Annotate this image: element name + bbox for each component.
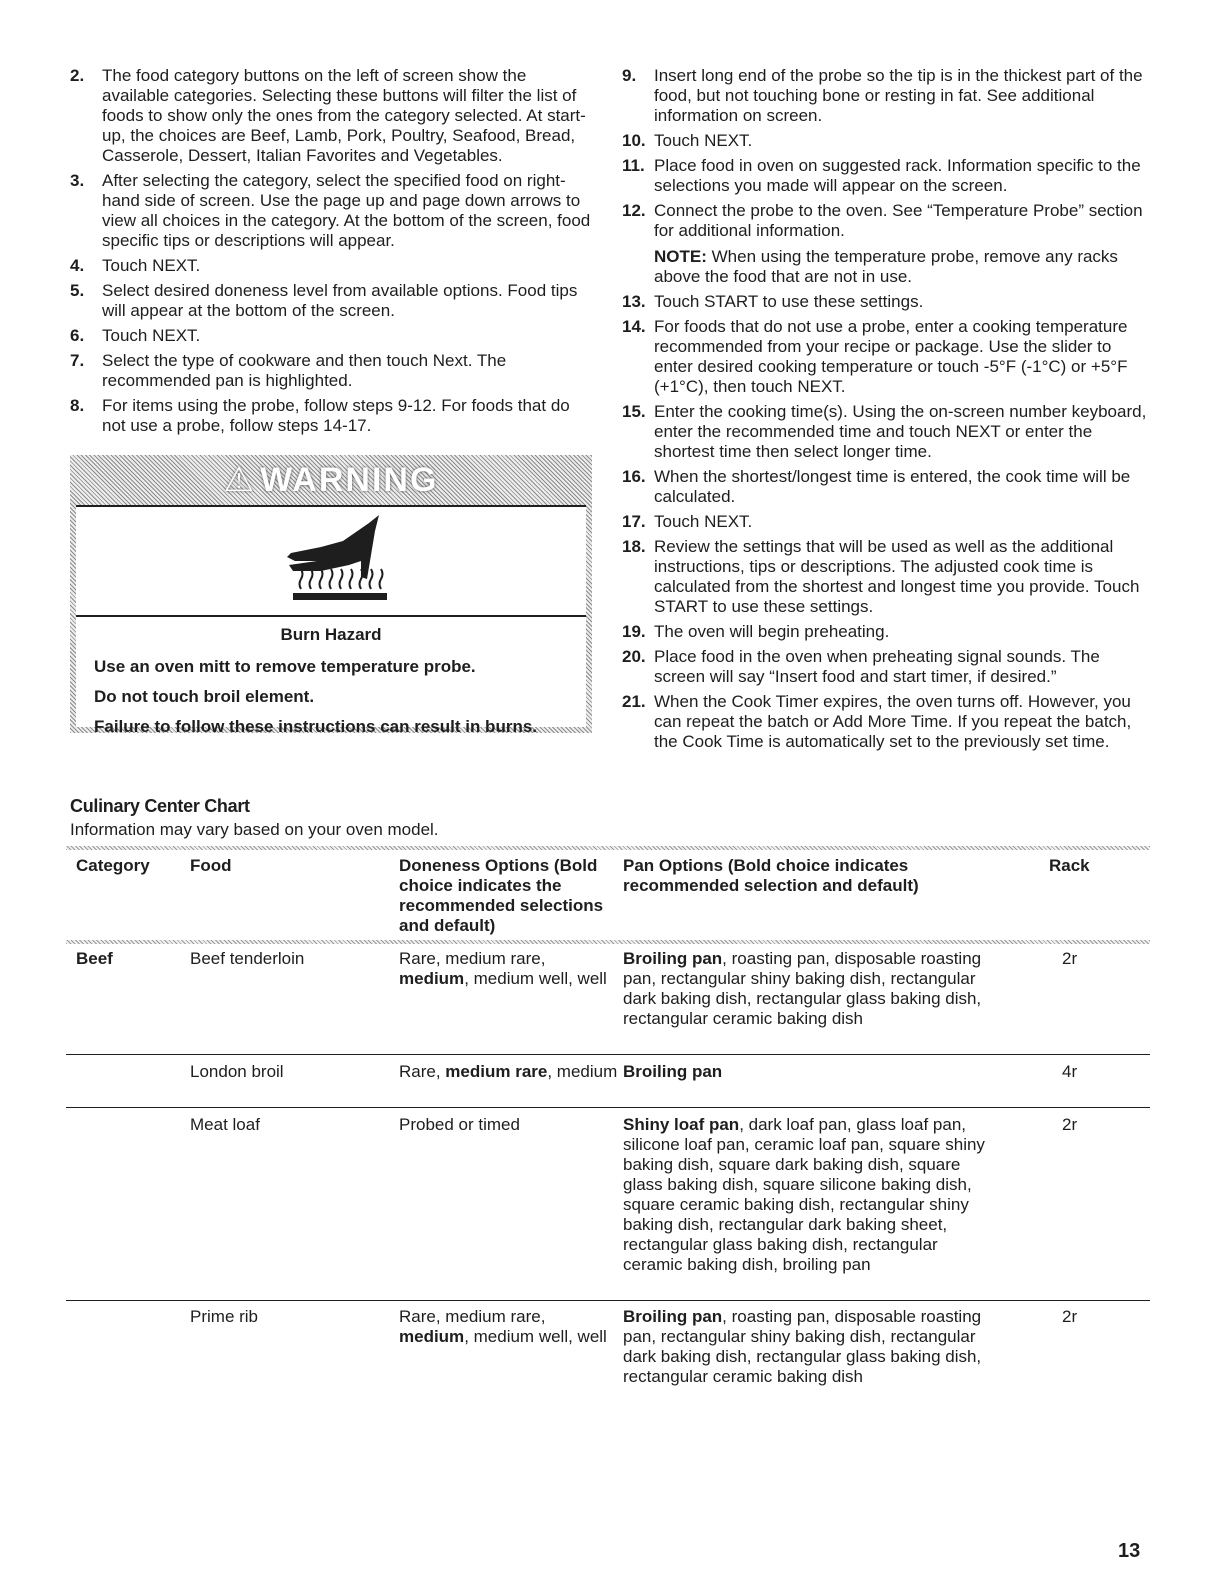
step-item	[70, 66, 595, 166]
step-item	[622, 622, 1152, 642]
step-text: Touch NEXT.	[654, 131, 753, 150]
step-item	[622, 292, 1152, 312]
header-doneness: Doneness Options (Bold choice indicates the recommended selections and default)	[399, 856, 604, 935]
row-rack: 2r	[1062, 1307, 1078, 1326]
step-text: The food category buttons on the left of screen show the available categories. Selecting these buttons will filter the list of foods to show only the ones from the category selected. At start-up, the choices are Beef, Lamb, Pork, Poultry, Seafood, Bread, Casserole, Dessert, Italian Favorites and Vegetables.	[102, 66, 586, 165]
table-header-band	[66, 940, 1150, 944]
page-number: 13	[1118, 1540, 1141, 1562]
step-item	[622, 66, 1152, 126]
pan-recommended: Broiling pan	[623, 949, 723, 968]
step-number: 6.	[70, 326, 85, 345]
step-number: 2.	[70, 66, 85, 85]
row-pan	[623, 1062, 998, 1082]
step-item	[622, 156, 1152, 196]
pan-text: , dark loaf pan, glass loaf pan, silicone loaf pan, ceramic loaf pan, square shiny baking dish, square dark baking dish, square glass baking dish, square silicone baking dish, square ceramic baking dish, rectangular shiny baking dish, rectangular dark baking sheet, rectangular glass baking dish, rectangular ceramic baking dish, broiling pan	[623, 1115, 985, 1274]
step-text: Insert long end of the probe so the tip is in the thickest part of the food, but not touching bone or resting in fat. See additional information on screen.	[654, 66, 1143, 125]
step-number: 11.	[622, 156, 645, 175]
step-item	[622, 467, 1152, 507]
row-doneness	[399, 949, 619, 989]
warning-line: Do not touch broil element.	[94, 687, 315, 706]
warning-text-block	[76, 617, 586, 736]
row-pan	[623, 949, 998, 1029]
warning-header	[70, 455, 592, 505]
step-item	[622, 317, 1152, 397]
step-number: 15.	[622, 402, 646, 421]
step-text: Review the settings that will be used as well as the additional instructions, tips or descriptions. The adjusted cook time is calculated from the shortest and longest time you provide. Touch START to use these settings.	[654, 537, 1140, 616]
row-divider	[66, 1300, 1150, 1301]
step-item	[622, 512, 1152, 532]
step-text: When the Cook Timer expires, the oven turns off. However, you can repeat the batch or Add More Time. If you repeat the batch, the Cook Time is automatically set to the previously set time.	[654, 692, 1132, 751]
step-note	[654, 247, 1152, 287]
pan-text: , roasting pan, disposable roasting pan, rectangular shiny baking dish, rectangular dark baking dish, rectangular glass baking dish, rectangular ceramic baking dish	[623, 1307, 982, 1386]
row-food: Beef tenderloin	[190, 949, 305, 968]
step-item	[70, 396, 595, 436]
warning-line: Use an oven mitt to remove temperature probe.	[94, 657, 476, 676]
header-rack: Rack	[1049, 856, 1090, 875]
row-divider	[66, 1054, 1150, 1055]
doneness-default: medium	[399, 1327, 465, 1346]
step-text: When the shortest/longest time is entered, the cook time will be calculated.	[654, 467, 1131, 506]
pan-recommended: Broiling pan	[623, 1307, 723, 1326]
step-number: 14.	[622, 317, 646, 336]
step-number: 9.	[622, 66, 637, 85]
table-top-band	[66, 846, 1150, 850]
hand-burn-icon	[281, 515, 391, 607]
row-food: London broil	[190, 1062, 284, 1081]
warning-box	[70, 455, 592, 736]
pan-text: , roasting pan, disposable roasting pan, rectangular shiny baking dish, rectangular dark baking dish, rectangular glass baking dish, rectangular ceramic baking dish	[623, 949, 982, 1028]
step-item	[622, 131, 1152, 151]
row-pan	[623, 1307, 998, 1387]
step-number: 8.	[70, 396, 85, 415]
row-rack: 2r	[1062, 1115, 1078, 1134]
step-text: Touch START to use these settings.	[654, 292, 924, 311]
warning-line: Failure to follow these instructions can result in burns.	[94, 717, 538, 736]
doneness-text: , medium well, well	[464, 969, 607, 988]
row-rack: 4r	[1062, 1062, 1078, 1081]
step-number: 3.	[70, 171, 85, 190]
steps-right-column	[622, 66, 1152, 757]
row-doneness	[399, 1307, 619, 1347]
doneness-text: , medium well, well	[464, 1327, 607, 1346]
step-text: Touch NEXT.	[102, 326, 201, 345]
step-text: Touch NEXT.	[102, 256, 201, 275]
doneness-text: Rare, medium rare,	[399, 1307, 546, 1326]
doneness-text: Rare, medium rare,	[399, 949, 546, 968]
row-divider	[66, 1107, 1150, 1108]
burn-hazard-illustration	[76, 505, 586, 617]
step-number: 4.	[70, 256, 85, 275]
step-text: For items using the probe, follow steps 9-12. For foods that do not use a probe, follow steps 14-17.	[102, 396, 570, 435]
hazard-label: Burn Hazard	[280, 625, 382, 644]
step-number: 5.	[70, 281, 85, 300]
step-item	[70, 326, 595, 346]
note-label: NOTE:	[654, 247, 707, 266]
step-text: Place food in the oven when preheating signal sounds. The screen will say “Insert food and start timer, if desired.”	[654, 647, 1100, 686]
row-doneness	[399, 1115, 619, 1135]
chart-subtitle: Information may vary based on your oven model.	[70, 820, 439, 839]
doneness-default: medium rare	[445, 1062, 548, 1081]
chart-title: Culinary Center Chart	[70, 796, 250, 816]
step-text: Enter the cooking time(s). Using the on-screen number keyboard, enter the recommended time and touch NEXT or enter the shortest time then select longer time.	[654, 402, 1147, 461]
header-pan: Pan Options (Bold choice indicates recommended selection and default)	[623, 856, 919, 895]
step-number: 10.	[622, 131, 646, 150]
step-item	[70, 171, 595, 251]
row-pan	[623, 1115, 998, 1275]
row-category: Beef	[76, 949, 113, 968]
step-item	[70, 256, 595, 276]
row-doneness	[399, 1062, 619, 1082]
step-number: 19.	[622, 622, 646, 641]
step-text: For foods that do not use a probe, enter a cooking temperature recommended from your recipe or package. Use the slider to enter desired cooking temperature or touch -5°F (-1°C) or +5°F (+1°C), then touch NEXT.	[654, 317, 1128, 396]
step-number: 18.	[622, 537, 646, 556]
doneness-text: Probed or timed	[399, 1115, 520, 1134]
step-text: Select the type of cookware and then touch Next. The recommended pan is highlighted.	[102, 351, 507, 390]
step-item	[622, 201, 1152, 287]
step-item	[70, 351, 595, 391]
step-text: The oven will begin preheating.	[654, 622, 890, 641]
step-text: Select desired doneness level from available options. Food tips will appear at the bottom of the screen.	[102, 281, 578, 320]
row-food: Meat loaf	[190, 1115, 260, 1134]
steps-left-column	[70, 66, 595, 441]
pan-recommended: Shiny loaf pan	[623, 1115, 740, 1134]
step-number: 13.	[622, 292, 646, 311]
header-food: Food	[190, 856, 232, 875]
step-item	[70, 281, 595, 321]
warning-title: WARNING	[260, 460, 439, 499]
step-number: 7.	[70, 351, 85, 370]
note-text: When using the temperature probe, remove any racks above the food that are not in use.	[654, 247, 1118, 286]
step-number: 12.	[622, 201, 646, 220]
step-item	[622, 402, 1152, 462]
step-item	[622, 647, 1152, 687]
step-text: Touch NEXT.	[654, 512, 753, 531]
row-food: Prime rib	[190, 1307, 259, 1326]
step-number: 21.	[622, 692, 646, 711]
step-item	[622, 537, 1152, 617]
step-text: Connect the probe to the oven. See “Temperature Probe” section for additional information.	[654, 201, 1143, 240]
warning-triangle-icon: ⚠	[223, 461, 257, 499]
doneness-text: Rare,	[399, 1062, 446, 1081]
pan-recommended: Broiling pan	[623, 1062, 723, 1081]
step-number: 17.	[622, 512, 646, 531]
step-text: After selecting the category, select the specified food on right-hand side of screen. Use the page up and page down arrows to view all choices in the category. At the bottom of the screen, food specific tips or descriptions will appear.	[102, 171, 591, 250]
doneness-default: medium	[399, 969, 465, 988]
header-category: Category	[76, 856, 150, 875]
doneness-text: , medium	[547, 1062, 618, 1081]
step-number: 20.	[622, 647, 646, 666]
row-rack: 2r	[1062, 949, 1078, 968]
step-item	[622, 692, 1152, 752]
step-number: 16.	[622, 467, 646, 486]
step-text: Place food in oven on suggested rack. Information specific to the selections you made will appear on the screen.	[654, 156, 1141, 195]
